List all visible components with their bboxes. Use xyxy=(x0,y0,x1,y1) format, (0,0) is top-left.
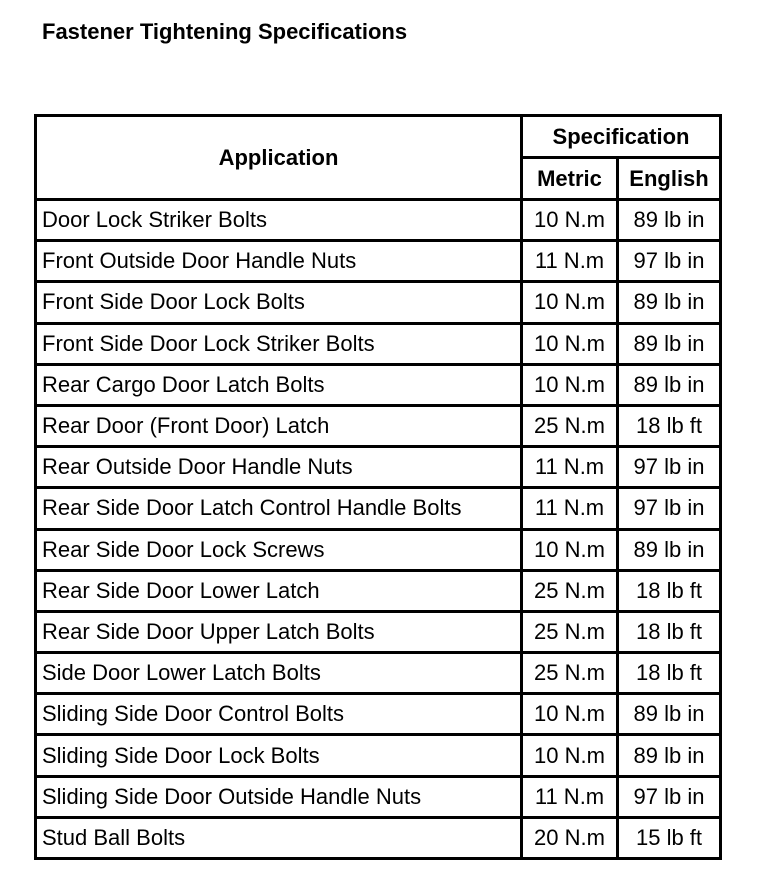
table-row xyxy=(37,778,719,819)
metric-cell: 10 N.m xyxy=(523,201,619,242)
metric-cell: 25 N.m xyxy=(523,654,619,695)
english-cell: 18 lb ft xyxy=(619,572,719,613)
metric-cell: 20 N.m xyxy=(523,819,619,857)
application-cell: Front Side Door Lock Striker Bolts xyxy=(37,325,523,366)
table-row xyxy=(37,572,719,613)
metric-cell: 10 N.m xyxy=(523,736,619,777)
english-cell: 97 lb in xyxy=(619,448,719,489)
table-row xyxy=(37,489,719,530)
application-cell: Rear Door (Front Door) Latch xyxy=(37,407,523,448)
application-cell: Sliding Side Door Control Bolts xyxy=(37,695,523,736)
english-cell: 89 lb in xyxy=(619,736,719,777)
application-cell: Front Side Door Lock Bolts xyxy=(37,283,523,324)
fastener-spec-table xyxy=(34,114,722,860)
table-row xyxy=(37,448,719,489)
table-row xyxy=(37,613,719,654)
english-cell: 89 lb in xyxy=(619,201,719,242)
application-cell: Sliding Side Door Lock Bolts xyxy=(37,736,523,777)
english-cell: 89 lb in xyxy=(619,531,719,572)
table-body xyxy=(37,201,719,857)
english-cell: 97 lb in xyxy=(619,489,719,530)
header-application: Application xyxy=(37,117,523,201)
application-cell: Rear Side Door Lock Screws xyxy=(37,531,523,572)
table-row xyxy=(37,366,719,407)
table-row xyxy=(37,695,719,736)
header-english: English xyxy=(619,159,719,201)
table-row xyxy=(37,242,719,283)
application-cell: Side Door Lower Latch Bolts xyxy=(37,654,523,695)
english-cell: 89 lb in xyxy=(619,325,719,366)
metric-cell: 25 N.m xyxy=(523,613,619,654)
english-cell: 15 lb ft xyxy=(635,824,703,850)
application-cell: Door Lock Striker Bolts xyxy=(37,201,523,242)
metric-cell: 10 N.m xyxy=(523,325,619,366)
metric-cell: 11 N.m xyxy=(523,448,619,489)
header-metric: Metric xyxy=(523,159,619,201)
application-cell: Rear Cargo Door Latch Bolts xyxy=(37,366,523,407)
table-row xyxy=(37,654,719,695)
metric-cell: 10 N.m xyxy=(523,283,619,324)
english-cell: 97 lb in xyxy=(619,778,719,819)
table-row xyxy=(37,531,719,572)
metric-cell: 25 N.m xyxy=(523,572,619,613)
application-cell: Front Outside Door Handle Nuts xyxy=(37,242,523,283)
metric-cell: 11 N.m xyxy=(523,778,619,819)
english-cell: 18 lb ft xyxy=(619,654,719,695)
table-header xyxy=(37,117,719,201)
application-cell: Rear Side Door Upper Latch Bolts xyxy=(37,613,523,654)
table-row xyxy=(37,736,719,777)
application-cell: Rear Side Door Latch Control Handle Bolts xyxy=(37,489,523,530)
application-cell: Stud Ball Bolts xyxy=(37,819,523,857)
table-row xyxy=(37,325,719,366)
english-cell: 89 lb in xyxy=(619,366,719,407)
english-cell: 18 lb ft xyxy=(619,613,719,654)
table-row xyxy=(37,201,719,242)
table-row xyxy=(37,819,719,857)
english-cell: 89 lb in xyxy=(619,283,719,324)
metric-cell: 10 N.m xyxy=(523,695,619,736)
metric-cell: 10 N.m xyxy=(523,366,619,407)
application-cell: Rear Side Door Lower Latch xyxy=(37,572,523,613)
application-cell: Sliding Side Door Outside Handle Nuts xyxy=(37,778,523,819)
metric-cell: 10 N.m xyxy=(523,531,619,572)
header-specification: Specification xyxy=(523,117,719,159)
english-cell: 97 lb in xyxy=(619,242,719,283)
application-cell: Rear Outside Door Handle Nuts xyxy=(37,448,523,489)
metric-cell: 11 N.m xyxy=(523,489,619,530)
english-cell: 18 lb ft xyxy=(619,407,719,448)
metric-cell: 25 N.m xyxy=(523,407,619,448)
table-row xyxy=(37,407,719,448)
table-row xyxy=(37,283,719,324)
metric-cell: 11 N.m xyxy=(523,242,619,283)
english-cell: 89 lb in xyxy=(619,695,719,736)
page-title: Fastener Tightening Specifications xyxy=(42,19,408,44)
